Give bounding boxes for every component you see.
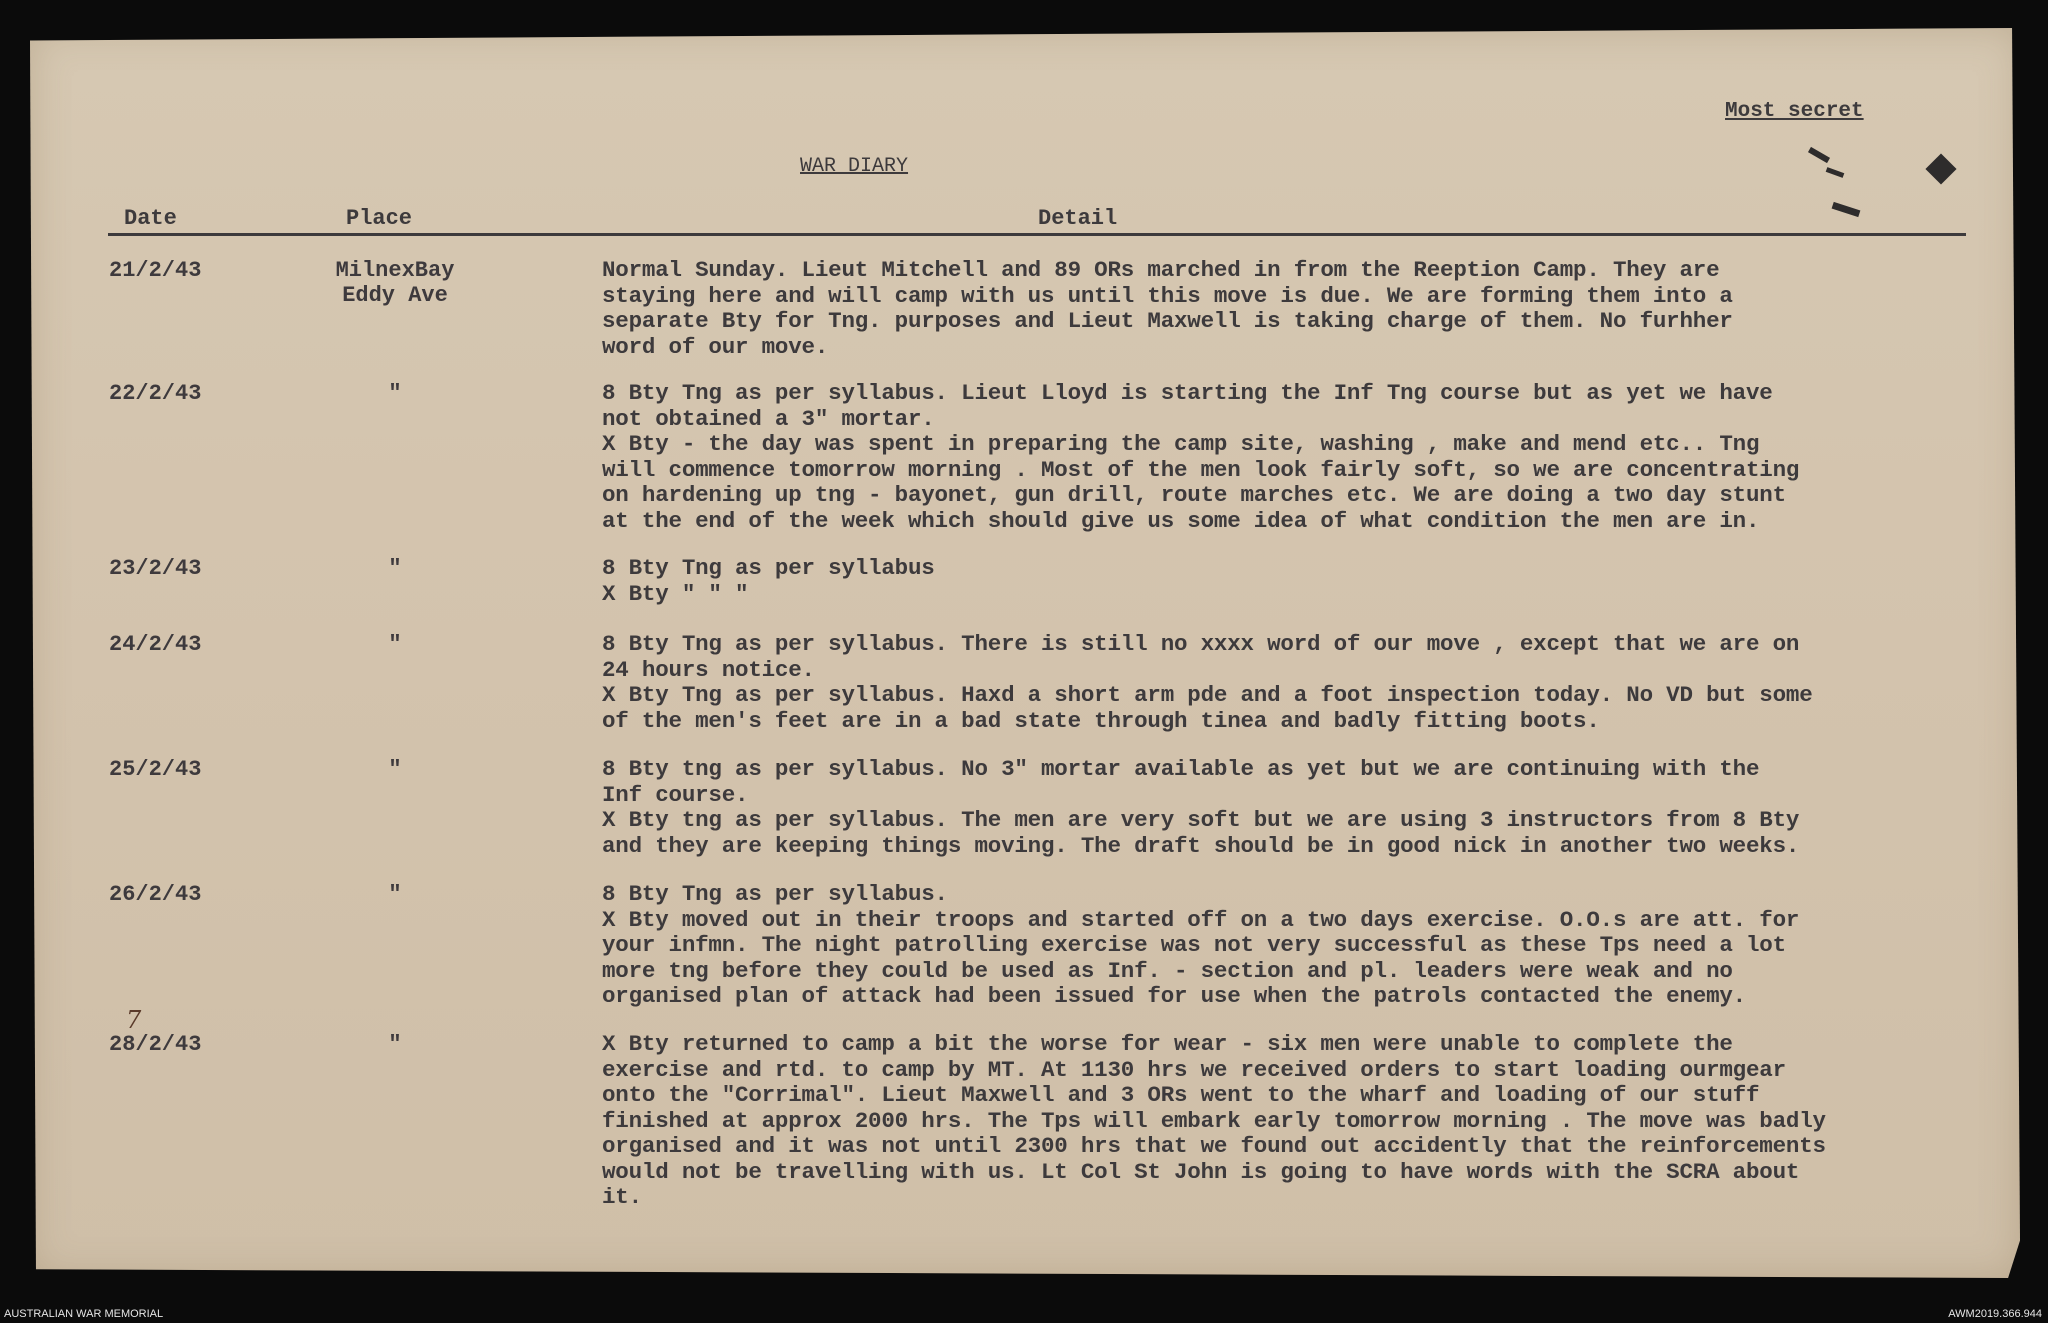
entry-detail: 8 Bty Tng as per syllabus. Lieut Lloyd is starting the Inf Tng course but as yet we have not obtained a 3" mortar. X Bty - the day was spent in preparing the camp site, washing , make and mend etc.. Tng will commence tomorrow morning . Most of the men look fairly soft, so we are concentrating on hardening up tng - bayonet, gun drill, route marches etc. We are doing a two day stunt at the end of the week which should give us some idea of what condition the men are in.	[602, 380, 1800, 534]
entry-place: "	[388, 882, 402, 907]
entry-detail: Normal Sunday. Lieut Mitchell and 89 ORs marched in from the Reeption Camp. They are staying here and will camp with us until this move is due. We are forming them into a separate Bty for Tng. purposes and Lieut Maxwell is taking charge of them. No furhher word of our move.	[602, 257, 1733, 360]
column-header-date: Date	[124, 206, 177, 231]
entry-date: 28/2/43	[109, 1032, 202, 1057]
document-title: WAR DIARY	[800, 155, 909, 178]
entry-detail: X Bty returned to camp a bit the worse for wear - six men were unable to complete the exercise and rtd. to camp by MT. At 1130 hrs we received orders to start loading ourmgear onto the "Corrimal". Lieut Maxwell and 3 ORs went to the wharf and loading of our stuff finished at approx 2000 hrs. The Tps will embark early tomorrow morning . The move was badly organised and it was not until 2300 hrs that we found out accidently that the reinforcements would not be travelling with us. Lt Col St John is going to have words with the SCRA about it.	[602, 1031, 1826, 1210]
footer-accession-number: AWM2019.366.944	[1948, 1308, 2042, 1320]
entry-detail: 8 Bty Tng as per syllabus X Bty " " "	[602, 555, 935, 607]
handwritten-annotation: 7	[126, 1006, 142, 1034]
entry-place: "	[388, 556, 402, 581]
entry-date: 23/2/43	[109, 556, 202, 581]
entry-place: "	[388, 1032, 402, 1057]
entry-place: "	[388, 632, 402, 657]
entry-date: 21/2/43	[109, 258, 202, 283]
entry-place: MilnexBay Eddy Ave	[335, 258, 455, 308]
column-header-place: Place	[346, 206, 413, 231]
entry-detail: 8 Bty Tng as per syllabus. X Bty moved out in their troops and started off on a two days exercise. O.O.s are att. for your infmn. The night patrolling exercise was not very successful as these Tps need a lot more tng before they could be used as Inf. - section and pl. leaders were weak and no organised plan of attack had been issued for use when the patrols contacted the enemy.	[602, 881, 1800, 1009]
entry-detail: 8 Bty tng as per syllabus. No 3" mortar available as yet but we are continuing with the Inf course. X Bty tng as per syllabus. The men are very soft but we are using 3 instructors from 8 Bty and they are keeping things moving. The draft should be in good nick in another two weeks.	[602, 756, 1800, 859]
entry-place: "	[388, 381, 402, 406]
classification-stamp: Most secret	[1725, 100, 1864, 123]
entry-place: "	[388, 757, 402, 782]
entry-date: 26/2/43	[109, 882, 202, 907]
column-header-detail: Detail	[1038, 206, 1118, 231]
entry-date: 24/2/43	[109, 632, 202, 657]
header-rule	[108, 233, 1966, 236]
footer-institution: AUSTRALIAN WAR MEMORIAL	[4, 1308, 164, 1320]
entry-date: 22/2/43	[109, 381, 202, 406]
entry-date: 25/2/43	[109, 757, 202, 782]
entry-detail: 8 Bty Tng as per syllabus. There is still no xxxx word of our move , except that we are on 24 hours notice. X Bty Tng as per syllabus. Haxd a short arm pde and a foot inspection today. No VD but some of the men's feet are in a bad state through tinea and badly fitting boots.	[602, 631, 1813, 734]
